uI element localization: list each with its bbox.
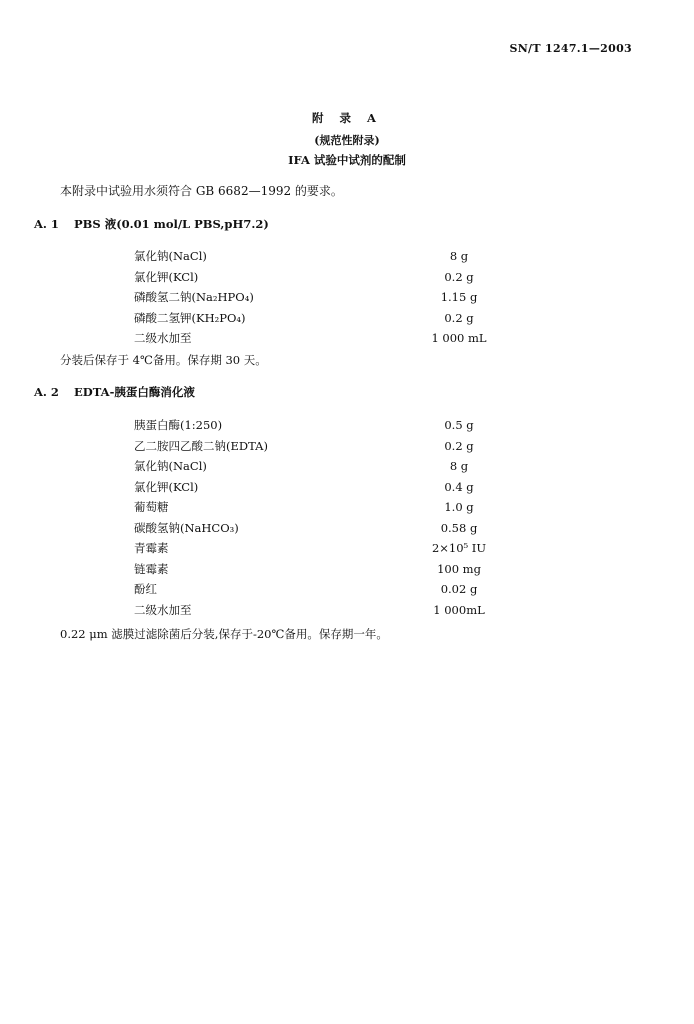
reagent-table-a1 — [134, 246, 504, 349]
reagent-table-a2 — [134, 415, 504, 620]
reagent-row — [134, 308, 504, 329]
reagent-amount: 0.02 g — [440, 582, 478, 596]
storage-note-a2: 0.22 μm 滤膜过滤除菌后分装,保存于-20℃备用。保存期一年。 — [60, 627, 388, 641]
reagent-name: 酚红 — [134, 582, 157, 596]
reagent-row — [134, 287, 504, 308]
appendix-name: IFA 试验中试剂的配制 — [288, 153, 406, 167]
reagent-amount: 1.15 g — [440, 290, 478, 304]
reagent-name: 乙二胺四乙酸二钠(EDTA) — [134, 438, 268, 453]
reagent-amount: 0.2 g — [444, 438, 474, 453]
reagent-row — [134, 600, 504, 621]
reagent-row — [134, 246, 504, 267]
reagent-amount: 0.4 g — [444, 479, 474, 494]
reagent-amount: 1 000 mL — [431, 331, 487, 345]
reagent-name: 氯化钾(KCl) — [134, 269, 199, 284]
reagent-amount: 100 mg — [437, 561, 481, 576]
reagent-row — [134, 436, 504, 457]
appendix-type: (规范性附录) — [314, 134, 380, 147]
reagent-row — [134, 559, 504, 580]
reagent-name: 磷酸二氢钾(KH₂PO₄) — [134, 310, 246, 325]
reagent-name: 氯化钠(NaCl) — [134, 249, 207, 263]
reagent-name: 氯化钾(KCl) — [134, 479, 199, 494]
reagent-row — [134, 328, 504, 349]
reagent-amount: 0.5 g — [444, 418, 474, 432]
section-number: A. 2 — [34, 385, 59, 399]
section-a1-heading — [34, 216, 269, 232]
reagent-name: 碳酸氢钠(NaHCO₃) — [134, 520, 239, 535]
reagent-amount: 2×10⁵ IU — [431, 541, 487, 555]
document-code: SN/T 1247.1—2003 — [509, 42, 632, 55]
reagent-row — [134, 497, 504, 518]
reagent-row — [134, 456, 504, 477]
section-title: EDTA-胰蛋白酶消化液 — [74, 385, 195, 399]
reagent-row — [134, 477, 504, 498]
reagent-row — [134, 579, 504, 600]
reagent-name: 磷酸氢二钠(Na₂HPO₄) — [134, 290, 254, 304]
reagent-name: 葡萄糖 — [134, 500, 169, 514]
reagent-row — [134, 415, 504, 436]
reagent-name: 二级水加至 — [134, 331, 192, 345]
reagent-name: 青霉素 — [134, 541, 169, 555]
reagent-row — [134, 518, 504, 539]
section-number: A. 1 — [34, 217, 59, 231]
reagent-amount: 0.2 g — [444, 269, 474, 284]
reagent-amount: 0.2 g — [444, 310, 474, 325]
reagent-name: 二级水加至 — [134, 602, 192, 617]
reagent-name: 氯化钠(NaCl) — [134, 459, 207, 473]
reagent-amount: 0.58 g — [440, 520, 478, 535]
section-a2-heading — [34, 384, 195, 400]
reagent-amount: 8 g — [449, 459, 469, 473]
intro-paragraph: 本附录中试验用水须符合 GB 6682—1992 的要求。 — [60, 184, 343, 198]
storage-note-a1: 分装后保存于 4℃备用。保存期 30 天。 — [60, 353, 267, 367]
reagent-amount: 1.0 g — [444, 500, 474, 514]
appendix-title: 附 录 A — [312, 111, 382, 125]
reagent-amount: 8 g — [449, 249, 469, 263]
section-title: PBS 液(0.01 mol/L PBS,pH7.2) — [74, 217, 269, 231]
reagent-name: 链霉素 — [134, 561, 169, 576]
reagent-name: 胰蛋白酶(1:250) — [134, 418, 223, 432]
reagent-row — [134, 538, 504, 559]
reagent-row — [134, 267, 504, 288]
reagent-amount: 1 000mL — [433, 602, 485, 617]
